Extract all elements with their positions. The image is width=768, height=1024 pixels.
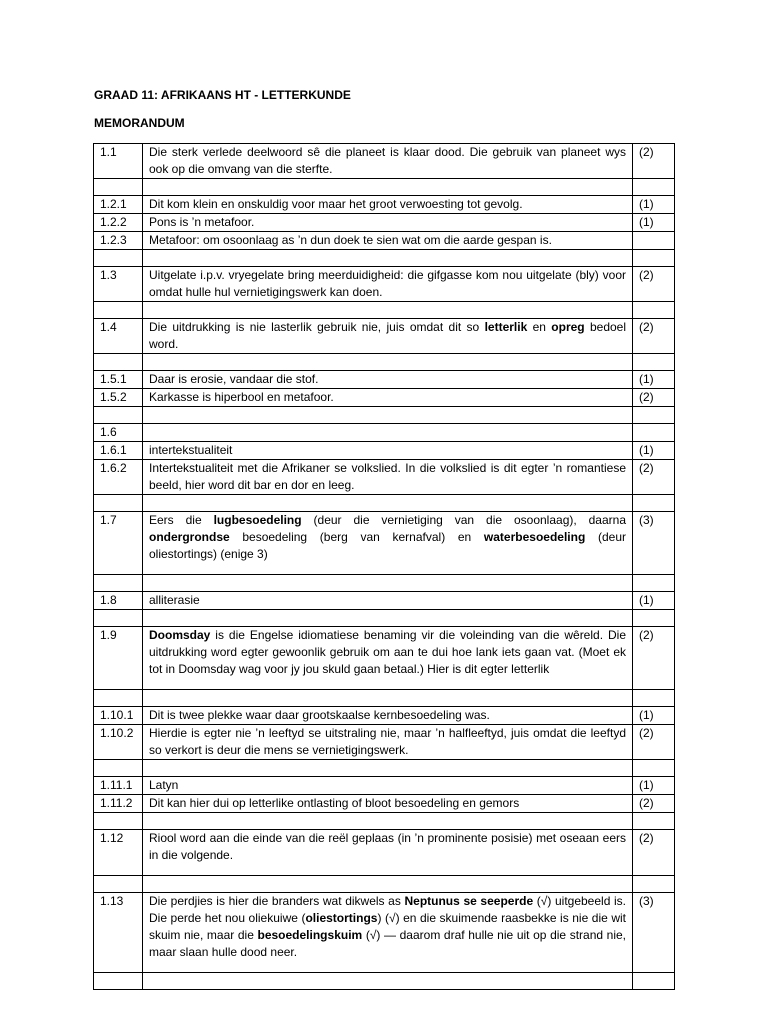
mark-allocation: (1) (633, 442, 675, 460)
cell-padding (149, 563, 626, 574)
answer-text-part: Hierdie is egter nie ’n leeftyd se uitstraling nie, maar ’n halfleeftyd, juis omdat die leeftyd so verkort is deur die mens se vernietigingswerk. (149, 726, 626, 757)
answer-text-part: Uitgelate i.p.v. vryegelate bring meerduidigheid: die gifgasse kom nou uitgelate (bly) voor omdat hulle hul vernietigingswerk kan doen. (149, 268, 626, 299)
question-number: 1.12 (94, 830, 143, 876)
answer-text-bold: Neptunus se seeperde (404, 894, 534, 908)
answer-text-part: Eers die (149, 513, 214, 527)
answer-text-part: is die Engelse idiomatiese benaming vir die voleinding van die wêreld. Die uitdrukking word egter gewoonlik gebruik om aan te dui hoe lank iets gaan vat. (Moet ek tot in Doomsday wag voor jy jou skuld gaan betaal.) Hier is dit egter letterlik (149, 628, 626, 676)
answer-text (143, 196, 633, 214)
mark-allocation: (2) (633, 627, 675, 690)
mark-allocation: (3) (633, 893, 675, 973)
question-number: 1.5.1 (94, 371, 143, 389)
answer-text (143, 777, 633, 795)
answer-text-part: Dit kan hier dui op letterlike ontlasting of bloot besoedeling en gemors (149, 796, 520, 810)
document-subtitle: MEMORANDUM (94, 116, 185, 130)
table-row (94, 389, 675, 407)
table-row (94, 232, 675, 250)
question-number: 1.3 (94, 267, 143, 302)
answer-text (143, 460, 633, 495)
empty-cell (94, 760, 143, 777)
empty-cell (143, 495, 633, 512)
empty-cell (94, 973, 143, 990)
answer-text (143, 512, 633, 575)
mark-allocation: (2) (633, 725, 675, 760)
question-number: 1.2.1 (94, 196, 143, 214)
table-row (94, 214, 675, 232)
empty-cell (94, 575, 143, 592)
answer-text-part: Latyn (149, 778, 179, 792)
table-row (94, 196, 675, 214)
table-row (94, 442, 675, 460)
empty-cell (143, 610, 633, 627)
question-number: 1.9 (94, 627, 143, 690)
empty-cell (143, 575, 633, 592)
empty-cell (143, 179, 633, 196)
answer-text-bold: opreg (551, 320, 585, 334)
answer-text-bold: besoedelingskuim (257, 928, 363, 942)
answer-text (143, 389, 633, 407)
mark-allocation: (2) (633, 389, 675, 407)
answer-text-part: (deur oliestortings) (enige 3) (149, 530, 626, 561)
empty-cell (94, 179, 143, 196)
answer-text-bold: waterbesoedeling (483, 530, 586, 544)
empty-cell (94, 495, 143, 512)
question-number: 1.10.1 (94, 707, 143, 725)
table-row (94, 512, 675, 575)
table-row (94, 795, 675, 813)
table-row (94, 460, 675, 495)
mark-allocation: (2) (633, 830, 675, 876)
answer-text-part: Intertekstualiteit met die Afrikaner se volkslied. In die volkslied is dit egter ’n romantiese beeld, hier word dit bar en dor en leeg. (149, 461, 626, 492)
mark-allocation (633, 424, 675, 442)
spacer-row (94, 973, 675, 990)
empty-cell (94, 876, 143, 893)
spacer-row (94, 407, 675, 424)
answer-text (143, 725, 633, 760)
answer-text (143, 893, 633, 973)
spacer-row (94, 610, 675, 627)
answer-text (143, 592, 633, 610)
empty-cell (633, 610, 675, 627)
answer-text-bold: Doomsday (149, 628, 211, 642)
answer-text-part: Karkasse is hiperbool en metafoor. (149, 390, 334, 404)
answer-text (143, 371, 633, 389)
empty-cell (94, 250, 143, 267)
question-number: 1.2.2 (94, 214, 143, 232)
answer-text (143, 795, 633, 813)
empty-cell (94, 813, 143, 830)
empty-cell (94, 302, 143, 319)
empty-cell (143, 354, 633, 371)
question-number: 1.2.3 (94, 232, 143, 250)
empty-cell (143, 690, 633, 707)
empty-cell (94, 690, 143, 707)
answer-text-part: en (527, 320, 552, 334)
empty-cell (633, 575, 675, 592)
empty-cell (633, 407, 675, 424)
cell-padding (149, 961, 626, 972)
answer-text-bold: letterlik (484, 320, 528, 334)
empty-cell (633, 179, 675, 196)
memorandum-table (93, 143, 675, 990)
mark-allocation: (1) (633, 214, 675, 232)
answer-text-bold: lugbesoedeling (213, 513, 302, 527)
document-title: GRAAD 11: AFRIKAANS HT - LETTERKUNDE (94, 88, 351, 102)
table-row (94, 371, 675, 389)
empty-cell (143, 302, 633, 319)
answer-text-part: (deur die vernietiging van die osoonlaag), daarna (301, 513, 626, 527)
spacer-row (94, 575, 675, 592)
question-number: 1.6 (94, 424, 143, 442)
spacer-row (94, 354, 675, 371)
answer-text (143, 424, 633, 442)
spacer-row (94, 690, 675, 707)
empty-cell (633, 250, 675, 267)
spacer-row (94, 760, 675, 777)
empty-cell (143, 813, 633, 830)
answer-text (143, 627, 633, 690)
answer-text-part: Die uitdrukking is nie lasterlik gebruik nie, juis omdat dit so (149, 320, 485, 334)
mark-allocation: (1) (633, 371, 675, 389)
table-row (94, 777, 675, 795)
mark-allocation: (1) (633, 777, 675, 795)
answer-text (143, 214, 633, 232)
mark-allocation (633, 232, 675, 250)
question-number: 1.11.1 (94, 777, 143, 795)
empty-cell (143, 250, 633, 267)
empty-cell (143, 973, 633, 990)
mark-allocation: (3) (633, 512, 675, 575)
table-row (94, 267, 675, 302)
answer-text-part: besoedeling (berg van kernafval) en (229, 530, 484, 544)
empty-cell (633, 760, 675, 777)
question-number: 1.13 (94, 893, 143, 973)
table-row (94, 592, 675, 610)
answer-text-part: intertekstualiteit (149, 443, 233, 457)
spacer-row (94, 813, 675, 830)
table-row (94, 627, 675, 690)
empty-cell (94, 610, 143, 627)
answer-text (143, 267, 633, 302)
answer-text-part: bedoel word. (149, 320, 627, 351)
spacer-row (94, 495, 675, 512)
answer-text-bold: oliestortings (305, 911, 378, 925)
mark-allocation: (2) (633, 795, 675, 813)
question-number: 1.10.2 (94, 725, 143, 760)
cell-padding (149, 864, 626, 875)
answer-text-part: Dit kom klein en onskuldig voor maar het groot verwoesting tot gevolg. (149, 197, 523, 211)
answer-text-part: Die perdjies is hier die branders wat dikwels as (149, 894, 405, 908)
answer-text (143, 144, 633, 179)
table-row (94, 725, 675, 760)
answer-text-part: Pons is ’n metafoor. (149, 215, 255, 229)
mark-allocation: (2) (633, 460, 675, 495)
table-row (94, 319, 675, 354)
spacer-row (94, 302, 675, 319)
empty-cell (94, 354, 143, 371)
mark-allocation: (1) (633, 196, 675, 214)
answer-text (143, 442, 633, 460)
answer-text (143, 232, 633, 250)
mark-allocation: (2) (633, 144, 675, 179)
empty-cell (633, 354, 675, 371)
empty-cell (633, 690, 675, 707)
table-row (94, 830, 675, 876)
empty-cell (633, 495, 675, 512)
question-number: 1.6.2 (94, 460, 143, 495)
question-number: 1.11.2 (94, 795, 143, 813)
answer-text (143, 707, 633, 725)
answer-text (143, 319, 633, 354)
question-number: 1.5.2 (94, 389, 143, 407)
answer-text-part: ) (√) en die skuimende raasbekke is nie die wit skuim nie, maar die (149, 911, 626, 942)
answer-text-part: alliterasie (149, 593, 200, 607)
answer-text (143, 830, 633, 876)
question-number: 1.4 (94, 319, 143, 354)
table-row (94, 144, 675, 179)
empty-cell (143, 760, 633, 777)
mark-allocation: (1) (633, 707, 675, 725)
mark-allocation: (1) (633, 592, 675, 610)
cell-padding (149, 678, 626, 689)
question-number: 1.1 (94, 144, 143, 179)
answer-text-part: Daar is erosie, vandaar die stof. (149, 372, 319, 386)
empty-cell (633, 876, 675, 893)
answer-text-part: (√) uitgebeeld is. Die perde het nou oliekuiwe ( (149, 894, 627, 925)
table-row (94, 707, 675, 725)
answer-text-part: Metafoor: om osoonlaag as ’n dun doek te sien wat om die aarde gespan is. (149, 233, 552, 247)
empty-cell (143, 407, 633, 424)
answer-text-part: Dit is twee plekke waar daar grootskaalse kernbesoedeling was. (149, 708, 490, 722)
empty-cell (633, 973, 675, 990)
empty-cell (94, 407, 143, 424)
table-row (94, 424, 675, 442)
empty-cell (633, 302, 675, 319)
question-number: 1.8 (94, 592, 143, 610)
question-number: 1.6.1 (94, 442, 143, 460)
spacer-row (94, 876, 675, 893)
answer-text-part: Riool word aan die einde van die reël geplaas (in ’n prominente posisie) met oseaan eers in die volgende. (149, 831, 626, 862)
answer-text-bold: ondergrondse (149, 530, 230, 544)
mark-allocation: (2) (633, 319, 675, 354)
answer-text-part: Die sterk verlede deelwoord sê die planeet is klaar dood. Die gebruik van planeet wys ook op die omvang van die sterfte. (149, 145, 626, 176)
table-row (94, 893, 675, 973)
empty-cell (633, 813, 675, 830)
answer-text-part: (√) — daarom draf hulle nie uit op die strand nie, maar slaan hulle dood neer. (149, 928, 627, 959)
spacer-row (94, 179, 675, 196)
mark-allocation: (2) (633, 267, 675, 302)
empty-cell (143, 876, 633, 893)
spacer-row (94, 250, 675, 267)
question-number: 1.7 (94, 512, 143, 575)
